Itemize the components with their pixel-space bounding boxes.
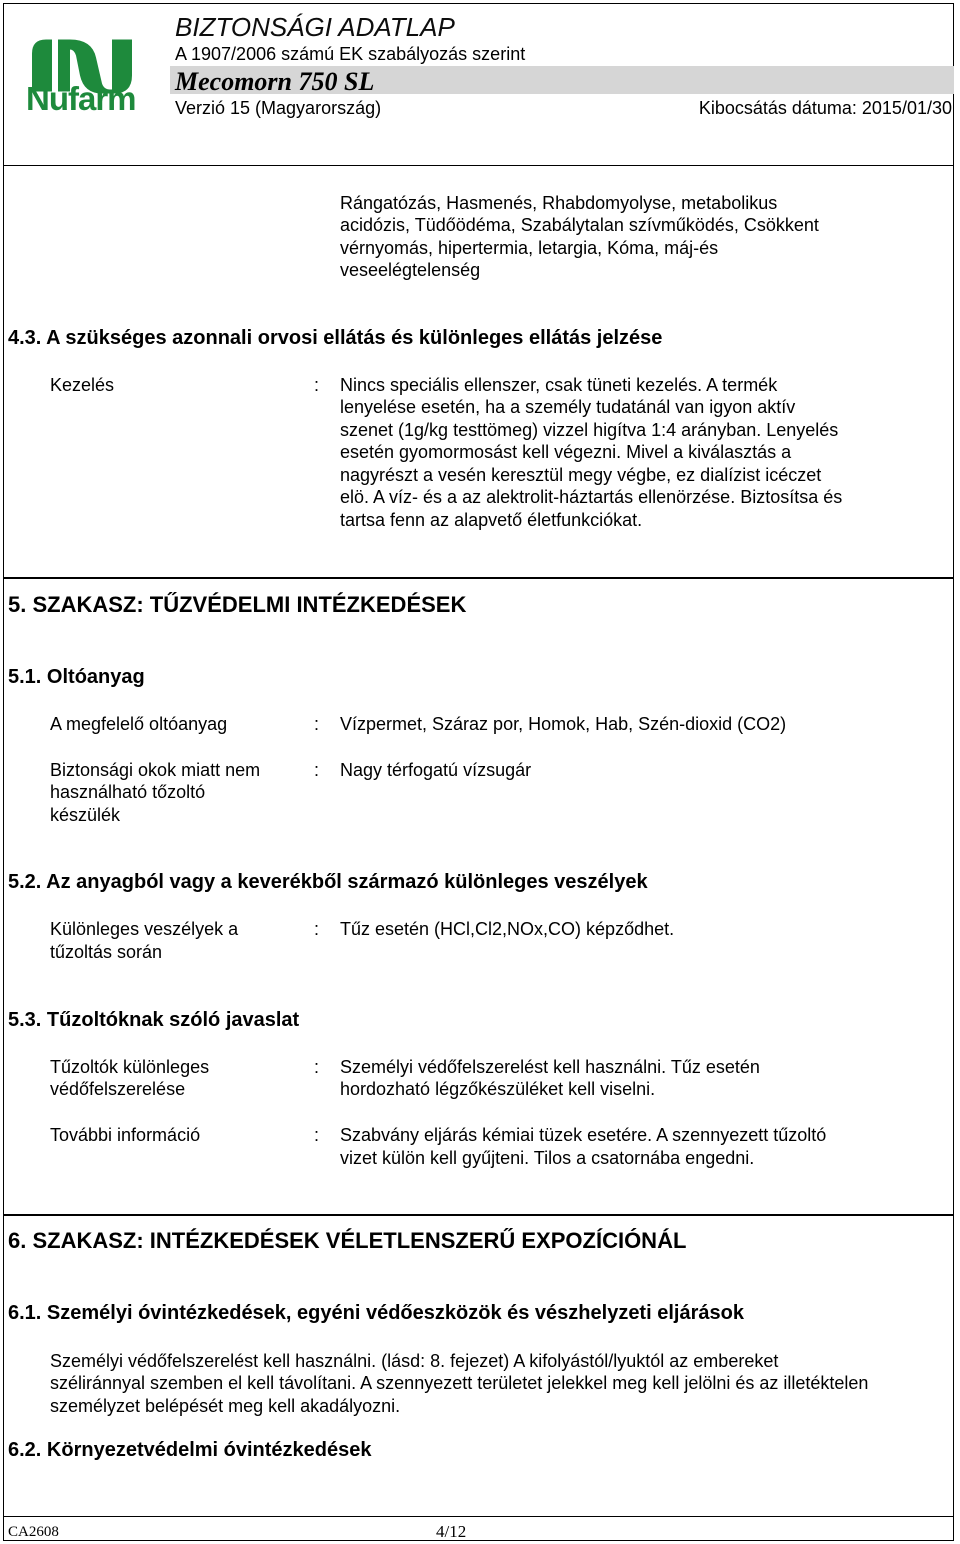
regulation-line: A 1907/2006 számú EK szabályozás szerint <box>175 44 526 64</box>
field-value: Tűz esetén (HCl,Cl2,NOx,CO) képződhet. <box>340 919 675 939</box>
field-value: Nagy térfogatú vízsugár <box>340 760 532 780</box>
header-divider <box>4 165 954 166</box>
field-value: Szabvány eljárás kémiai tüzek esetére. A szennyezett tűzoltó <box>340 1125 827 1145</box>
field-label: További információ <box>50 1125 201 1145</box>
section-divider <box>4 1214 954 1216</box>
text-line: személyzet belépését meg kell akadályozni. <box>50 1396 401 1416</box>
field-label: A megfelelő oltóanyag <box>50 714 228 734</box>
field-label: Biztonsági okok miatt nem <box>50 760 261 780</box>
text-line: Rángatózás, Hasmenés, Rhabdomyolyse, metabolikus <box>340 193 778 213</box>
field-colon: : <box>314 375 320 395</box>
text-line: Személyi védőfelszerelést kell használni. (lásd: 8. fejezet) A kifolyástól/lyuktól az embereket <box>50 1351 779 1371</box>
field-label: készülék <box>50 805 121 825</box>
field-colon: : <box>314 919 320 939</box>
text-line: veseelégtelenség <box>340 260 481 280</box>
field-label: Tűzoltók különleges <box>50 1057 210 1077</box>
version-line: Verzió 15 (Magyarország) <box>175 98 382 118</box>
text-line: esetén gyomormosást kell végezni. Mivel a kiválasztás a <box>340 442 792 462</box>
text-line: nagyrészt a vesén keresztül megy végbe, ez dialízist icéczet <box>340 465 822 485</box>
section-6-1-heading: 6.1. Személyi óvintézkedések, egyéni védőeszközök és vészhelyzeti eljárások <box>8 1302 744 1324</box>
text-line: szenet (1g/kg testtömeg) vizzel higítva 1:4 arányban. Lenyelés <box>340 420 839 440</box>
field-value: Vízpermet, Száraz por, Homok, Hab, Szén-dioxid (CO2) <box>340 714 787 734</box>
section-5-heading: 5. SZAKASZ: TŰZVÉDELMI INTÉZKEDÉSEK <box>8 592 467 617</box>
section-5-2-heading: 5.2. Az anyagból vagy a keverékből származó különleges veszélyek <box>8 871 648 893</box>
section-6-2-heading: 6.2. Környezetvédelmi óvintézkedések <box>8 1439 372 1461</box>
field-value: vizet külön kell gyűjteni. Tilos a csatornába engedni. <box>340 1148 755 1168</box>
section-5-1-heading: 5.1. Oltóanyag <box>8 666 145 688</box>
text-line: széliránnyal szemben el kell távolítani. A szennyezett területet jelekkel meg kell jelölni és az illetéktelen <box>50 1373 869 1393</box>
field-colon: : <box>314 760 320 780</box>
document-code: CA2608 <box>8 1524 59 1540</box>
section-5-3-heading: 5.3. Tűzoltóknak szóló javaslat <box>8 1009 300 1031</box>
text-line: acidózis, Tüdőödéma, Szabálytalan szívműködés, Csökkent <box>340 215 819 235</box>
field-label: Különleges veszélyek a <box>50 919 239 939</box>
field-label: védőfelszerelése <box>50 1079 186 1099</box>
field-label: tűzoltás során <box>50 942 163 962</box>
field-colon: : <box>314 714 320 734</box>
field-label: használható tőzoltó <box>50 782 206 802</box>
section-divider <box>4 577 954 579</box>
field-value: hordozható légzőkészüléket kell viselni. <box>340 1079 656 1099</box>
issue-date: Kibocsátás dátuma: 2015/01/30 <box>698 98 952 118</box>
logo-wordmark: Nufarm <box>26 80 136 117</box>
field-label: Kezelés <box>50 375 115 395</box>
section-6-heading: 6. SZAKASZ: INTÉZKEDÉSEK VÉLETLENSZERŰ EXPOZÍCIÓNÁL <box>8 1228 687 1253</box>
document-title: BIZTONSÁGI ADATLAP <box>175 12 455 42</box>
text-line: Nincs speciális ellenszer, csak tüneti kezelés. A termék <box>340 375 778 395</box>
field-value: Személyi védőfelszerelést kell használni. Tűz esetén <box>340 1057 760 1077</box>
text-line: tartsa fenn az alapvető életfunkciókat. <box>340 510 643 530</box>
section-4-3-heading: 4.3. A szükséges azonnali orvosi ellátás és különleges ellátás jelzése <box>8 327 663 349</box>
text-line: elö. A víz- és a az alektrolit-háztartás ellenörzése. Biztosítsa és <box>340 487 843 507</box>
product-name: Mecomorn 750 SL <box>175 67 375 96</box>
field-colon: : <box>314 1125 320 1145</box>
footer-divider <box>4 1516 954 1517</box>
text-line: lenyelése esetén, ha a személy tudatánál van igyon aktív <box>340 397 796 417</box>
text-line: vérnyomás, hipertermia, letargia, Kóma, máj-és <box>340 238 719 258</box>
field-colon: : <box>314 1057 320 1077</box>
page-number: 4/12 <box>436 1522 467 1541</box>
